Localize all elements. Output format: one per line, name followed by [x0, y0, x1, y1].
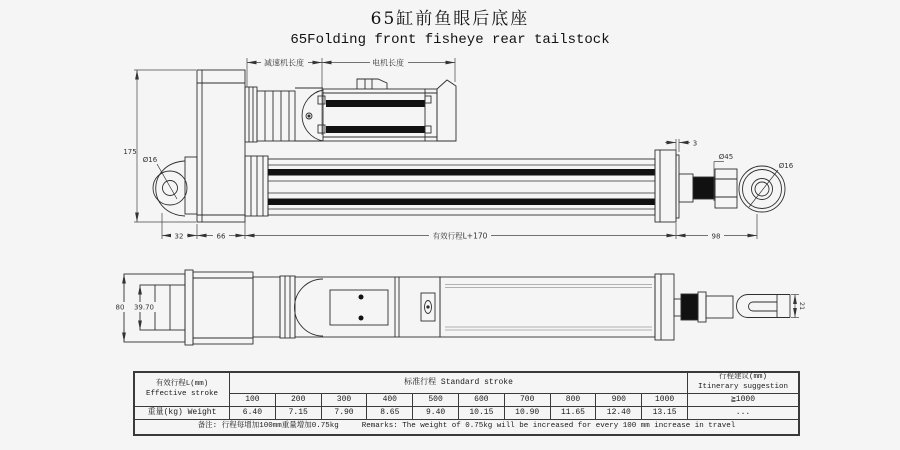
plan-view-dimension-labels [116, 302, 806, 312]
weight-value: 6.40 [230, 407, 276, 420]
side-view-rear-eye [153, 157, 197, 216]
dim-reducer-length: 减速机长度 [264, 58, 304, 68]
weight-value: 12.40 [596, 407, 642, 420]
stroke-value: 900 [596, 394, 642, 407]
plan-view-front-fisheye [737, 295, 791, 318]
suggestion-value: ≧1000 [688, 394, 800, 407]
suggestion-header-zh: 行程建议(mm) [718, 373, 767, 382]
weight-value: 7.90 [321, 407, 367, 420]
effective-stroke-header-zh: 有效行程L(mm) [155, 379, 209, 388]
motor-end-cap [437, 80, 456, 141]
dim-front-eye-diameter: Ø16 [778, 162, 794, 170]
stroke-value: 1000 [642, 394, 688, 407]
dim-rod-end-body-diameter: Ø45 [718, 153, 734, 161]
weight-row-label: 重量(kg) Weight [134, 407, 230, 420]
dim-rear-eye-diameter: Ø16 [142, 156, 158, 164]
side-view-dimension-labels [123, 58, 793, 241]
remarks-cell [134, 420, 799, 436]
side-view-dimensions [134, 58, 757, 240]
stroke-value: 800 [550, 394, 596, 407]
plan-view [111, 270, 806, 345]
plan-view-cylinder-tube [440, 274, 674, 340]
side-view-motor [323, 79, 456, 141]
weight-row [134, 407, 799, 420]
dim-motor-width: 80 [115, 303, 125, 312]
stroke-value: 300 [321, 394, 367, 407]
page-title-en: 65Folding front fisheye rear tailstock [290, 32, 610, 48]
weight-value: 7.15 [275, 407, 321, 420]
effective-stroke-header [134, 372, 230, 407]
dim-stroke-length: 有效行程L+170 [432, 231, 488, 241]
remarks-zh: 备注: 行程每增加100mm重量增加0.75kg [197, 422, 339, 431]
weight-value: 11.65 [550, 407, 596, 420]
side-view-cylinder-tube [245, 156, 655, 216]
remarks-en: Remarks: The weight of 0.75kg will be increased for every 100 mm increase in travel [361, 422, 736, 431]
dim-rod-end-length: 98 [711, 232, 721, 241]
stroke-value: 200 [275, 394, 321, 407]
standard-stroke-header: 标准行程 Standard stroke [230, 372, 688, 394]
side-view-reducer [245, 87, 295, 142]
dim-motor-length: 电机长度 [372, 58, 404, 68]
suggestion-header [688, 372, 800, 394]
dim-rear-eye-offset: 32 [174, 232, 184, 241]
side-view-front-fisheye [739, 166, 785, 212]
side-view-bell-housing [295, 88, 325, 141]
plan-view-gear-section [294, 277, 440, 337]
weight-suggestion: ... [688, 407, 800, 420]
plan-view-rod-end [674, 292, 790, 322]
effective-stroke-header-en: Effective stroke [145, 389, 218, 398]
weight-value: 8.65 [367, 407, 413, 420]
suggestion-header-en: Itinerary suggestion [697, 383, 788, 391]
remarks-row [134, 420, 799, 436]
weight-value: 13.15 [642, 407, 688, 420]
dim-plate-thickness: 3 [692, 139, 698, 148]
side-view [123, 58, 793, 241]
stroke-value: 600 [458, 394, 504, 407]
page-title-zh: 65缸前鱼眼后底座 [370, 9, 530, 29]
weight-value: 9.40 [413, 407, 459, 420]
dim-eye-tip-width: 21 [798, 301, 806, 311]
stroke-value: 500 [413, 394, 459, 407]
stroke-values-row [134, 394, 799, 407]
dim-housing-width: 66 [216, 232, 226, 241]
side-view-drive-housing [197, 70, 245, 222]
dim-reducer-width: 39.70 [133, 303, 155, 312]
stroke-value: 100 [230, 394, 276, 407]
dim-overall-height: 175 [123, 148, 137, 156]
plan-view-drive-housing [185, 270, 295, 345]
stroke-value: 400 [367, 394, 413, 407]
weight-value: 10.15 [458, 407, 504, 420]
spec-table [133, 371, 800, 436]
weight-value: 10.90 [504, 407, 550, 420]
stroke-value: 700 [504, 394, 550, 407]
